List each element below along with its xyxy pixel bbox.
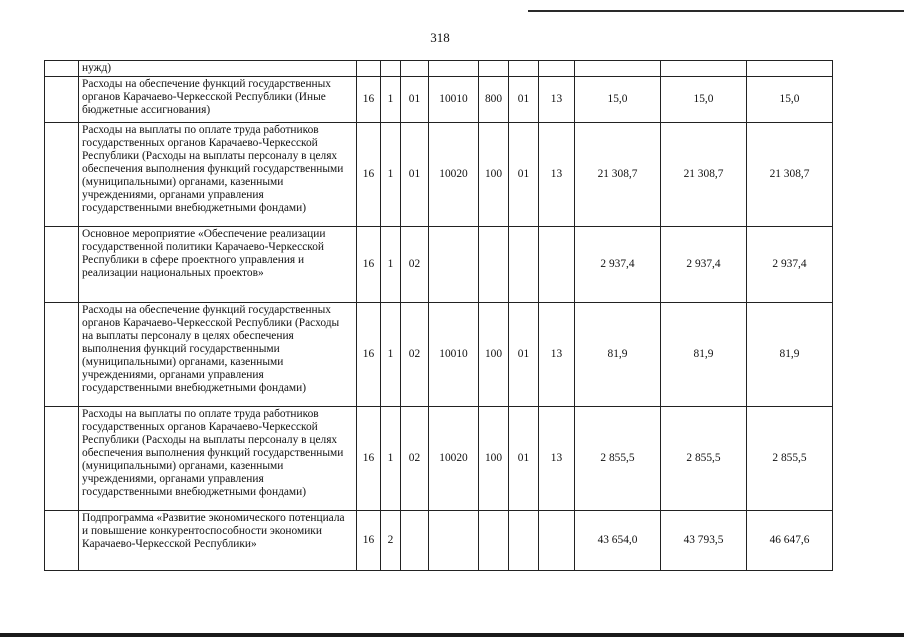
amount-cell: 43 654,0 <box>575 511 661 571</box>
description-cell: Основное мероприятие «Обеспечение реализации государственной политики Карачаево-Черкесской Республики в сфере проектного управления и реализации национальных проектов» <box>79 227 357 303</box>
amount-cell: 15,0 <box>747 77 833 123</box>
code-cell: 100 <box>479 407 509 511</box>
description-cell: Подпрограмма «Развитие экономического потенциала и повышение конкурентоспособности экономики Карачаево-Черкесской Республики» <box>79 511 357 571</box>
code-cell: 10020 <box>429 123 479 227</box>
code-cell: 02 <box>401 303 429 407</box>
row-number-cell <box>45 407 79 511</box>
code-cell: 13 <box>539 303 575 407</box>
code-cell: 1 <box>381 227 401 303</box>
table-row <box>45 303 833 407</box>
amount-cell <box>575 61 661 77</box>
amount-cell: 21 308,7 <box>575 123 661 227</box>
code-cell: 13 <box>539 77 575 123</box>
code-cell <box>381 61 401 77</box>
amount-cell: 2 937,4 <box>575 227 661 303</box>
code-cell: 100 <box>479 123 509 227</box>
code-cell <box>401 61 429 77</box>
code-cell: 10010 <box>429 77 479 123</box>
code-cell: 1 <box>381 77 401 123</box>
code-cell: 16 <box>357 123 381 227</box>
code-cell: 10010 <box>429 303 479 407</box>
code-cell <box>539 61 575 77</box>
amount-cell: 81,9 <box>747 303 833 407</box>
amount-cell: 2 937,4 <box>747 227 833 303</box>
code-cell: 1 <box>381 407 401 511</box>
amount-cell: 2 855,5 <box>575 407 661 511</box>
code-cell: 16 <box>357 303 381 407</box>
code-cell <box>479 511 509 571</box>
description-cell: Расходы на обеспечение функций государственных органов Карачаево-Черкесской Республики (Расходы на выплаты персоналу в целях обеспечения выполнения функций государственными (муниципальными) органами, казенными учреждениями, органами управления государственными внебюджетными фондами) <box>79 303 357 407</box>
amount-cell: 21 308,7 <box>661 123 747 227</box>
amount-cell: 15,0 <box>661 77 747 123</box>
top-rule <box>528 10 904 12</box>
amount-cell: 2 855,5 <box>661 407 747 511</box>
code-cell <box>539 227 575 303</box>
code-cell <box>479 227 509 303</box>
amount-cell: 15,0 <box>575 77 661 123</box>
code-cell: 10020 <box>429 407 479 511</box>
code-cell <box>401 511 429 571</box>
code-cell <box>357 61 381 77</box>
code-cell <box>509 511 539 571</box>
row-number-cell <box>45 303 79 407</box>
row-number-cell <box>45 123 79 227</box>
code-cell <box>429 227 479 303</box>
code-cell: 01 <box>509 303 539 407</box>
code-cell: 02 <box>401 407 429 511</box>
code-cell: 01 <box>509 123 539 227</box>
amount-cell <box>747 61 833 77</box>
code-cell: 01 <box>509 77 539 123</box>
code-cell: 16 <box>357 77 381 123</box>
code-cell: 1 <box>381 303 401 407</box>
code-cell <box>509 227 539 303</box>
code-cell: 1 <box>381 123 401 227</box>
code-cell <box>429 61 479 77</box>
code-cell <box>539 511 575 571</box>
code-cell: 100 <box>479 303 509 407</box>
code-cell: 13 <box>539 407 575 511</box>
amount-cell: 2 937,4 <box>661 227 747 303</box>
table-row <box>45 511 833 571</box>
amount-cell: 43 793,5 <box>661 511 747 571</box>
code-cell: 01 <box>509 407 539 511</box>
code-cell: 16 <box>357 511 381 571</box>
table-row <box>45 77 833 123</box>
code-cell: 800 <box>479 77 509 123</box>
description-cell: нужд) <box>79 61 357 77</box>
page-number: 318 <box>430 30 450 45</box>
budget-table <box>44 60 833 571</box>
description-cell: Расходы на выплаты по оплате труда работников государственных органов Карачаево-Черкесской Республики (Расходы на выплаты персоналу в целях обеспечения выполнения функций государственными (муниципальными) органами, казенными учреждениями, органами управления государственными внебюджетными фондами) <box>79 123 357 227</box>
code-cell: 2 <box>381 511 401 571</box>
code-cell: 16 <box>357 407 381 511</box>
table-row <box>45 123 833 227</box>
code-cell: 13 <box>539 123 575 227</box>
row-number-cell <box>45 227 79 303</box>
code-cell: 16 <box>357 227 381 303</box>
amount-cell <box>661 61 747 77</box>
code-cell: 01 <box>401 123 429 227</box>
code-cell: 01 <box>401 77 429 123</box>
code-cell <box>479 61 509 77</box>
code-cell <box>429 511 479 571</box>
amount-cell: 81,9 <box>575 303 661 407</box>
table-row <box>45 61 833 77</box>
code-cell <box>509 61 539 77</box>
table-row <box>45 227 833 303</box>
table-row <box>45 407 833 511</box>
amount-cell: 2 855,5 <box>747 407 833 511</box>
description-cell: Расходы на выплаты по оплате труда работников государственных органов Карачаево-Черкесской Республики (Расходы на выплаты персоналу в целях обеспечения выполнения функций государственными (муниципальными) органами, казенными учреждениями, органами управления государственными внебюджетными фондами) <box>79 407 357 511</box>
row-number-cell <box>45 511 79 571</box>
amount-cell: 21 308,7 <box>747 123 833 227</box>
code-cell: 02 <box>401 227 429 303</box>
amount-cell: 46 647,6 <box>747 511 833 571</box>
row-number-cell <box>45 61 79 77</box>
bottom-rule <box>0 633 904 637</box>
amount-cell: 81,9 <box>661 303 747 407</box>
row-number-cell <box>45 77 79 123</box>
description-cell: Расходы на обеспечение функций государственных органов Карачаево-Черкесской Республики (Иные бюджетные ассигнования) <box>79 77 357 123</box>
